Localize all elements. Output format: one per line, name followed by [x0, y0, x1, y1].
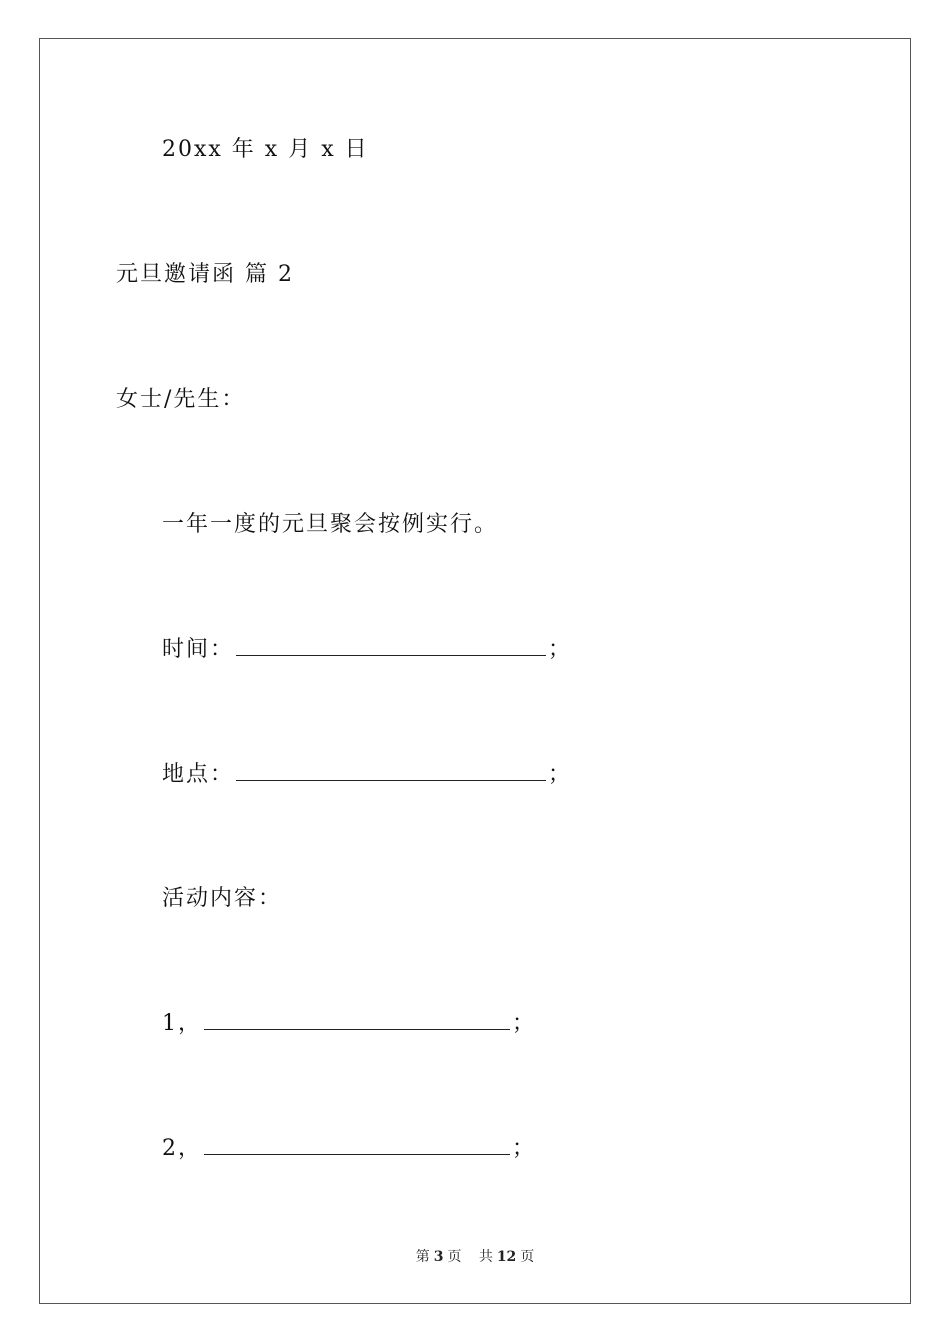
time-blank-field[interactable]	[236, 637, 546, 656]
location-line-end: ；	[548, 762, 573, 787]
time-line-end: ；	[548, 637, 573, 662]
salutation: 女士/先生：	[116, 387, 246, 412]
footer-page-prefix: 第	[415, 1249, 430, 1265]
activity-item-2	[162, 1136, 536, 1162]
location-label: 地点：	[162, 762, 235, 787]
footer-total-pages: 12	[496, 1249, 517, 1265]
item1-blank-field[interactable]	[204, 1011, 510, 1030]
intro-text: 一年一度的元旦聚会按例实行。	[162, 512, 499, 537]
item1-line-end: ；	[512, 1011, 537, 1036]
item2-line-end: ；	[512, 1136, 537, 1161]
section-title: 元旦邀请函 篇 2	[116, 262, 294, 287]
item2-blank-field[interactable]	[204, 1136, 510, 1155]
page-footer	[0, 1248, 950, 1266]
location-blank-field[interactable]	[236, 762, 546, 781]
location-row	[162, 762, 572, 788]
footer-page-suffix: 页	[447, 1249, 462, 1265]
time-row	[162, 637, 572, 663]
footer-page-number: 3	[433, 1249, 444, 1265]
footer-total-prefix: 共	[478, 1249, 493, 1265]
activity-item-1	[162, 1011, 536, 1037]
page-frame	[39, 38, 911, 1304]
item1-label: 1，	[162, 1011, 202, 1036]
item2-label: 2，	[162, 1136, 202, 1161]
activity-label: 活动内容：	[162, 886, 283, 911]
time-label: 时间：	[162, 637, 235, 662]
date-line: 20xx 年 x 月 x 日	[162, 137, 369, 162]
footer-total-suffix: 页	[520, 1249, 535, 1265]
